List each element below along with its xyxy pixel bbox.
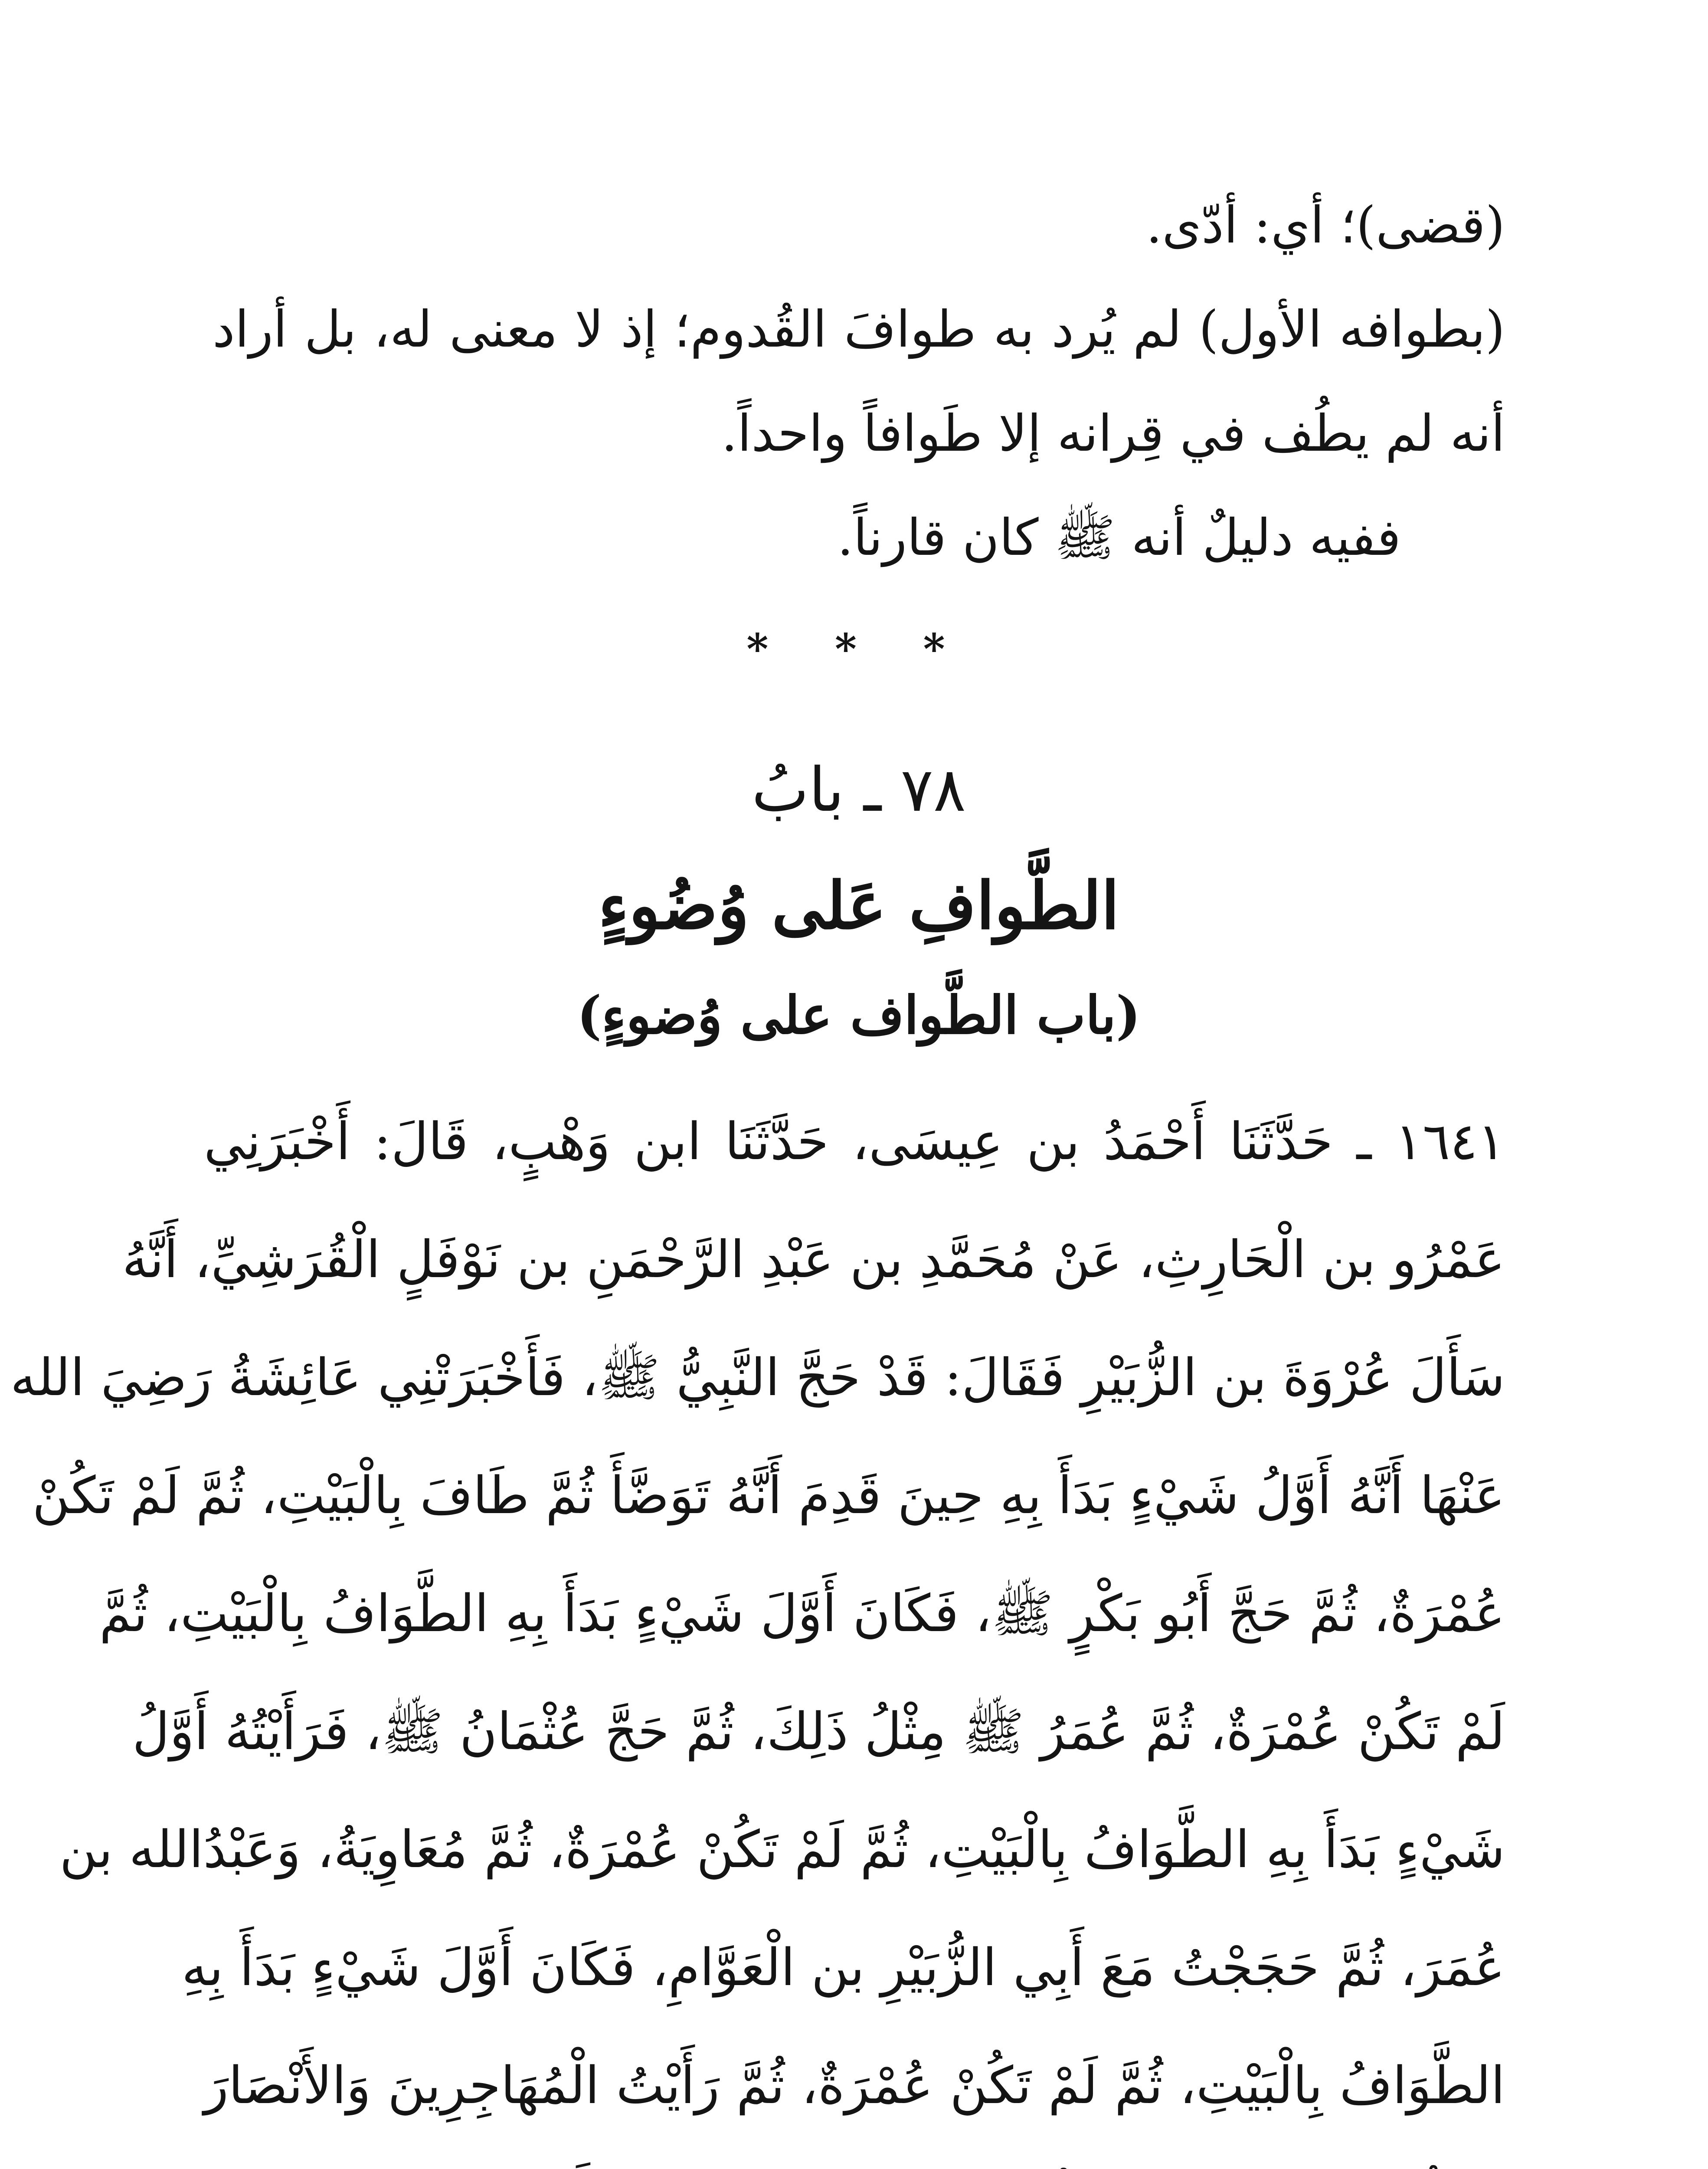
hadith-line: عَمْرُو بن الْحَارِثِ، عَنْ مُحَمَّدِ بن عَبْدِ الرَّحْمَنِ بن نَوْفَلٍ الْقُرَشِيِّ، أَنَّهُ [122,1229,1505,1289]
hadith-line: ١٦٤١ ـ حَدَّثَنَا أَحْمَدُ بن عِيسَى، حَدَّثَنَا ابن وَهْبٍ، قَالَ: أَخْبَرَنِي [204,1111,1505,1171]
hadith-line: الطَّوَافُ بِالْبَيْتِ، ثُمَّ لَمْ تَكُنْ عُمْرَةٌ، ثُمَّ رَأَيْتُ الْمُهَاجِرِينَ وَالأَنْصَارَ [204,2055,1505,2115]
hadith-line: شَيْءٍ بَدَأَ بِهِ الطَّوَافُ بِالْبَيْتِ، ثُمَّ لَمْ تَكُنْ عُمْرَةٌ، ثُمَّ مُعَاوِيَةُ، وَعَبْدُالله بن [59,1819,1505,1879]
hadith-line [204,2144,1505,2169]
hadith-line: عُمْرَةٌ، ثُمَّ حَجَّ أَبُو بَكْرٍ ﷺ، فَكَانَ أَوَّلَ شَيْءٍ بَدَأَ بِهِ الطَّوَافُ بِالْبَيْتِ، ثُمَّ [99,1583,1505,1643]
hadith-line: عَنْهَا أَنَّهُ أَوَّلُ شَيْءٍ بَدَأَ بِهِ حِينَ قَدِمَ أَنَّهُ تَوَضَّأَ ثُمَّ طَافَ بِالْبَيْتِ، ثُمَّ لَمْ تَكُنْ [32,1465,1505,1525]
chapter-title: الطَّوافِ عَلى وُضُوءٍ [598,868,1119,944]
commentary-line-2: (بطوافه الأول) لم يُرد به طوافَ القُدوم؛ إذ لا معنى له، بل أراد [213,300,1505,359]
commentary-line-3: أنه لم يطُف في قِرانه إلا طَوافاً واحداً. [721,404,1505,463]
commentary-line-4: ففيه دليلٌ أنه ﷺ كان قارناً. [837,508,1401,567]
commentary-line-1: (قضى)؛ أي: أدّى. [1146,196,1505,255]
chapter-number: ٧٨ ـ بابُ [752,755,966,826]
hadith-line: لَمْ تَكُنْ عُمْرَةٌ، ثُمَّ عُمَرُ ﷺ مِثْلُ ذَلِكَ، ثُمَّ حَجَّ عُثْمَانُ ﷺ، فَرَأَيْتُهُ أَوَّلُ [132,1701,1505,1761]
chapter-subtitle: (باب الطَّواف على وُضوءٍ) [577,985,1141,1046]
hadith-line: عُمَرَ، ثُمَّ حَجَجْتُ مَعَ أَبِي الزُّبَيْرِ بن الْعَوَّامِ، فَكَانَ أَوَّلَ شَيْءٍ بَدَأَ بِهِ [181,1937,1505,1997]
hadith-line: سَأَلَ عُرْوَةَ بن الزُّبَيْرِ فَقَالَ: قَدْ حَجَّ النَّبِيُّ ﷺ، فَأَخْبَرَتْنِي عَائِشَةُ رَضِيَ الله [10,1347,1505,1407]
section-separator: * * * [746,625,971,674]
hadith-text [10,1082,1505,2169]
